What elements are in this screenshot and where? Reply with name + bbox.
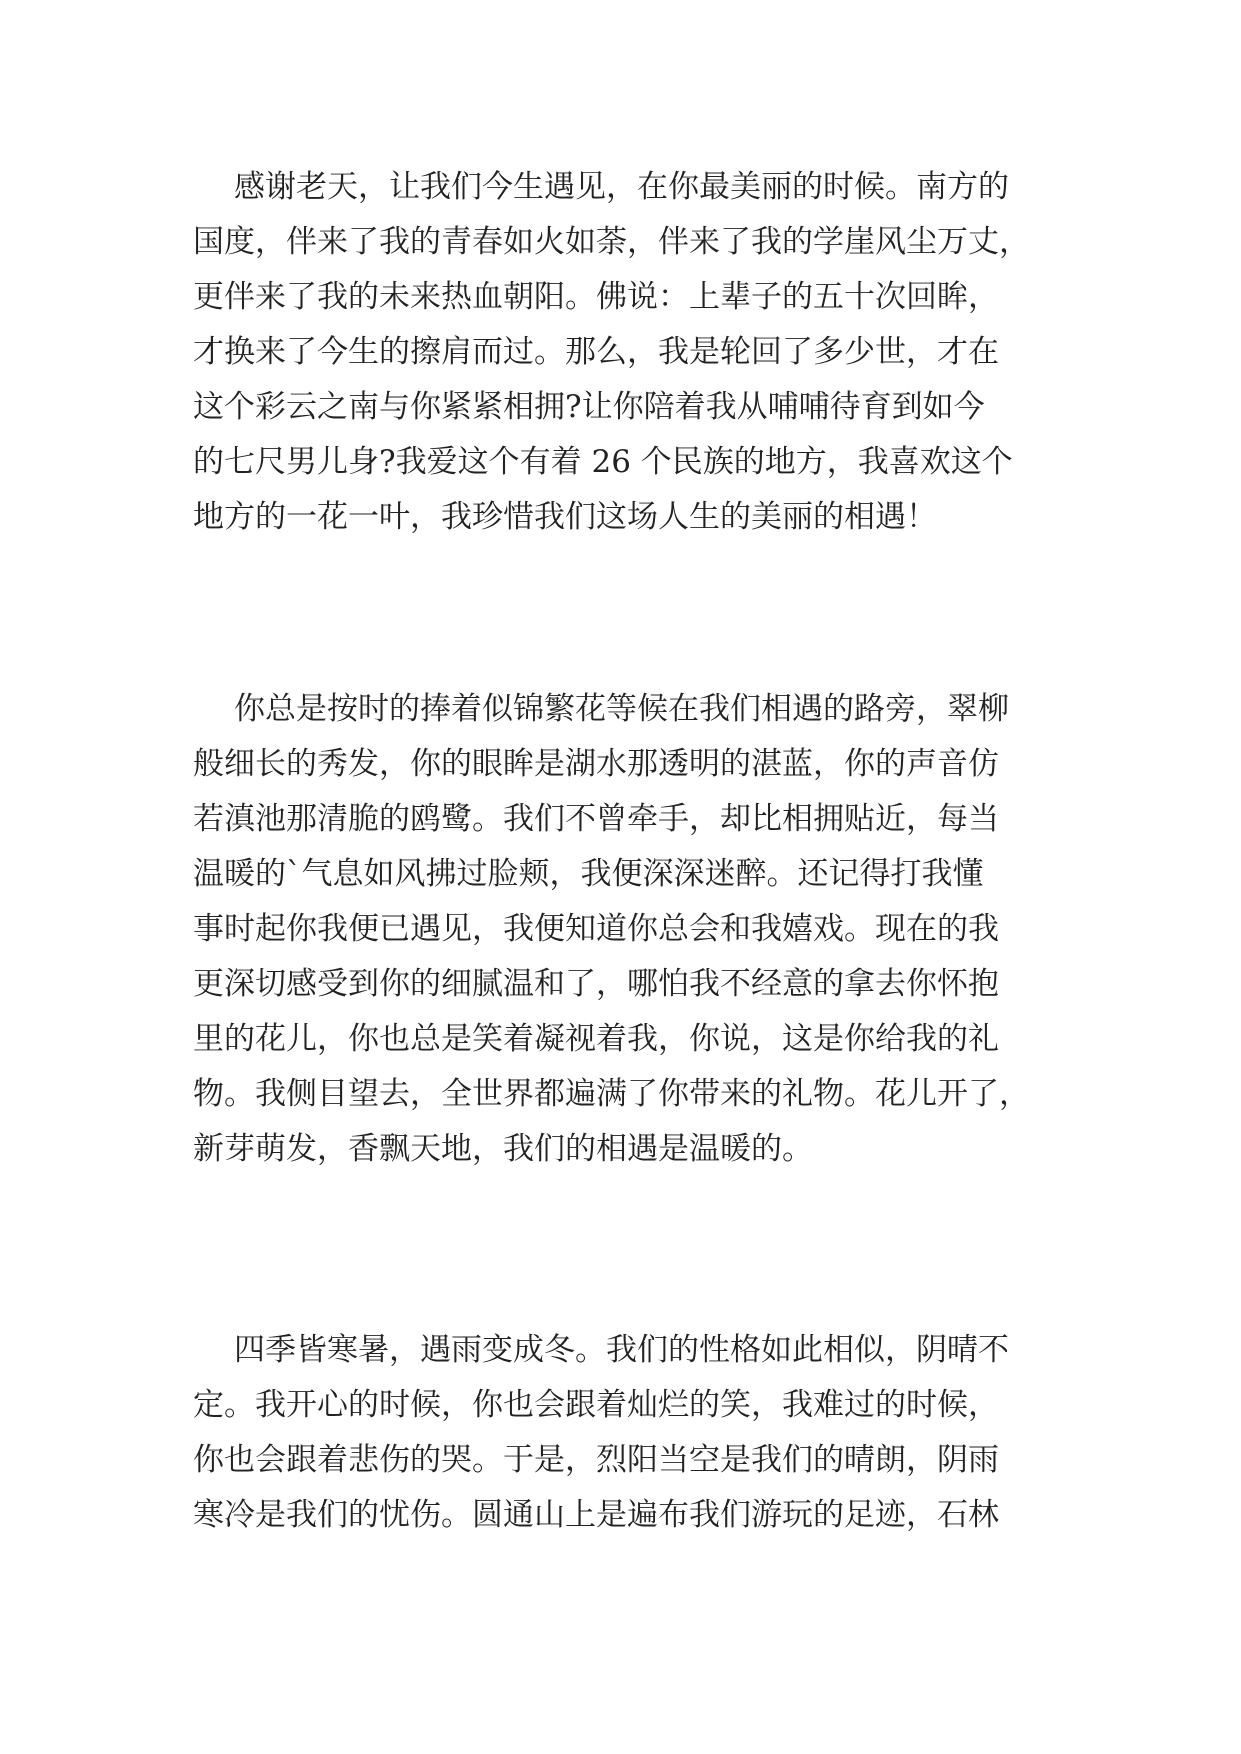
text-line: 这个彩云之南与你紧紧相拥?让你陪着我从哺哺待育到如今 <box>193 389 985 425</box>
text-line: 的七尺男儿身?我爱这个有着 26 个民族的地方，我喜欢这个 <box>193 444 1013 480</box>
text-line: 般细长的秀发，你的眼眸是湖水那透明的湛蓝，你的声音仿 <box>193 746 999 782</box>
paragraph-3 <box>193 1323 1053 1543</box>
text-line: 才换来了今生的擦肩而过。那么，我是轮回了多少世，才在 <box>193 334 999 370</box>
text-line: 更伴来了我的未来热血朝阳。佛说：上辈子的五十次回眸， <box>193 279 999 315</box>
text-line: 事时起你我便已遇见，我便知道你总会和我嬉戏。现在的我 <box>193 911 999 947</box>
text-line: 新芽萌发，香飘天地，我们的相遇是温暖的。 <box>193 1131 813 1167</box>
paragraph-1 <box>193 160 1053 545</box>
text-line: 你总是按时的捧着似锦繁花等候在我们相遇的路旁，翠柳 <box>234 691 1009 727</box>
text-line: 感谢老天，让我们今生遇见，在你最美丽的时候。南方的 <box>234 169 1009 205</box>
text-line: 温暖的`气息如风拂过脸颊，我便深深迷醉。还记得打我懂 <box>193 856 984 892</box>
text-line: 物。我侧目望去，全世界都遍满了你带来的礼物。花儿开了， <box>193 1076 1030 1112</box>
text-line: 四季皆寒暑，遇雨变成冬。我们的性格如此相似，阴晴不 <box>234 1332 1009 1368</box>
text-line: 定。我开心的时候，你也会跟着灿烂的笑，我难过的时候， <box>193 1387 999 1423</box>
text-line: 你也会跟着悲伤的哭。于是，烈阳当空是我们的晴朗，阴雨 <box>193 1442 999 1478</box>
text-line: 若滇池那清脆的鸥鹭。我们不曾牵手，却比相拥贴近，每当 <box>193 801 999 837</box>
text-line: 里的花儿，你也总是笑着凝视着我，你说，这是你给我的礼 <box>193 1021 999 1057</box>
text-line: 寒冷是我们的忧伤。圆通山上是遍布我们游玩的足迹，石林 <box>193 1497 999 1533</box>
paragraph-2 <box>193 682 1053 1177</box>
text-line: 地方的一花一叶，我珍惜我们这场人生的美丽的相遇！ <box>193 499 937 535</box>
text-line: 更深切感受到你的细腻温和了，哪怕我不经意的拿去你怀抱 <box>193 966 999 1002</box>
text-line: 国度，伴来了我的青春如火如荼，伴来了我的学崖风尘万丈， <box>193 224 1030 260</box>
